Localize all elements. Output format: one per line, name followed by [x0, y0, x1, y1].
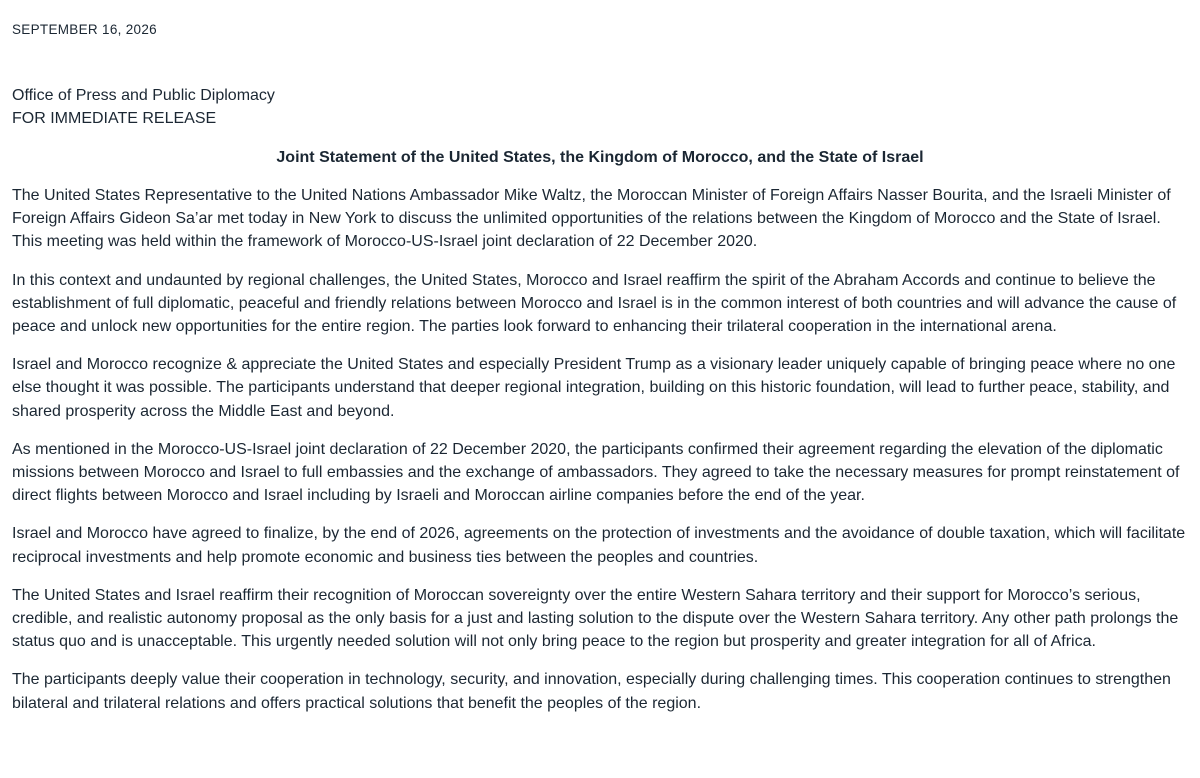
statement-paragraph: Israel and Morocco recognize & appreciate the United States and especially President Trump as a visionary leader uniquely capable of bringing peace where no one else thought it was possible. The participants understand that deeper regional integration, building on this historic foundation, will lead to further peace, stability, and shared prosperity across the Middle East and beyond. — [12, 356, 1176, 420]
release-notice: FOR IMMEDIATE RELEASE — [12, 110, 217, 127]
release-date: SEPTEMBER 16, 2026 — [12, 22, 157, 37]
office-block — [12, 84, 275, 130]
statement-paragraph: The United States and Israel reaffirm their recognition of Moroccan sovereignty over the entire Western Sahara territory and their support for Morocco’s serious, credible, and realistic autonomy proposal as the only basis for a just and lasting solution to the dispute over the Western Sahara territory. Any other path prolongs the status quo and is unacceptable. This urgently needed solution will not only bring peace to the region but prosperity and greater integration for all of Africa. — [12, 586, 1179, 651]
statement-paragraph: The participants deeply value their cooperation in technology, security, and innovation, especially during challenging times. This cooperation continues to strengthen bilateral and trilateral relations and offers practical solutions that benefit the peoples of the region. — [12, 671, 1171, 712]
statement-paragraph: The United States Representative to the United Nations Ambassador Mike Waltz, the Moroccan Minister of Foreign Affairs Nasser Bourita, and the Israeli Minister of Foreign Affairs Gideon Sa’ar met today in New York to discuss the unlimited opportunities of the relations between the Kingdom of Morocco and the State of Israel. This meeting was held within the framework of Morocco-US-Israel joint declaration of 22 December 2020. — [12, 187, 1171, 251]
statement-paragraph: In this context and undaunted by regional challenges, the United States, Morocco and Israel reaffirm the spirit of the Abraham Accords and continue to believe the establishment of full diplomatic, peaceful and friendly relations between Morocco and Israel is in the common interest of both countries and will advance the cause of peace and unlock new opportunities for the entire region. The parties look forward to enhancing their trilateral cooperation in the international arena. — [12, 271, 1177, 336]
statement-body — [12, 184, 1188, 730]
statement-paragraph: Israel and Morocco have agreed to finalize, by the end of 2026, agreements on the protection of investments and the avoidance of double taxation, which will facilitate reciprocal investments and help promote economic and business ties between the peoples and countries. — [12, 525, 1186, 566]
statement-paragraph: As mentioned in the Morocco-US-Israel joint declaration of 22 December 2020, the participants confirmed their agreement regarding the elevation of the diplomatic missions between Morocco and Israel to full embassies and the exchange of ambassadors. They agreed to take the necessary measures for prompt reinstatement of direct flights between Morocco and Israel including by Israeli and Moroccan airline companies before the end of the year. — [12, 440, 1180, 505]
statement-title: Joint Statement of the United States, the Kingdom of Morocco, and the State of Israel — [276, 149, 924, 166]
office-name: Office of Press and Public Diplomacy — [12, 87, 275, 104]
